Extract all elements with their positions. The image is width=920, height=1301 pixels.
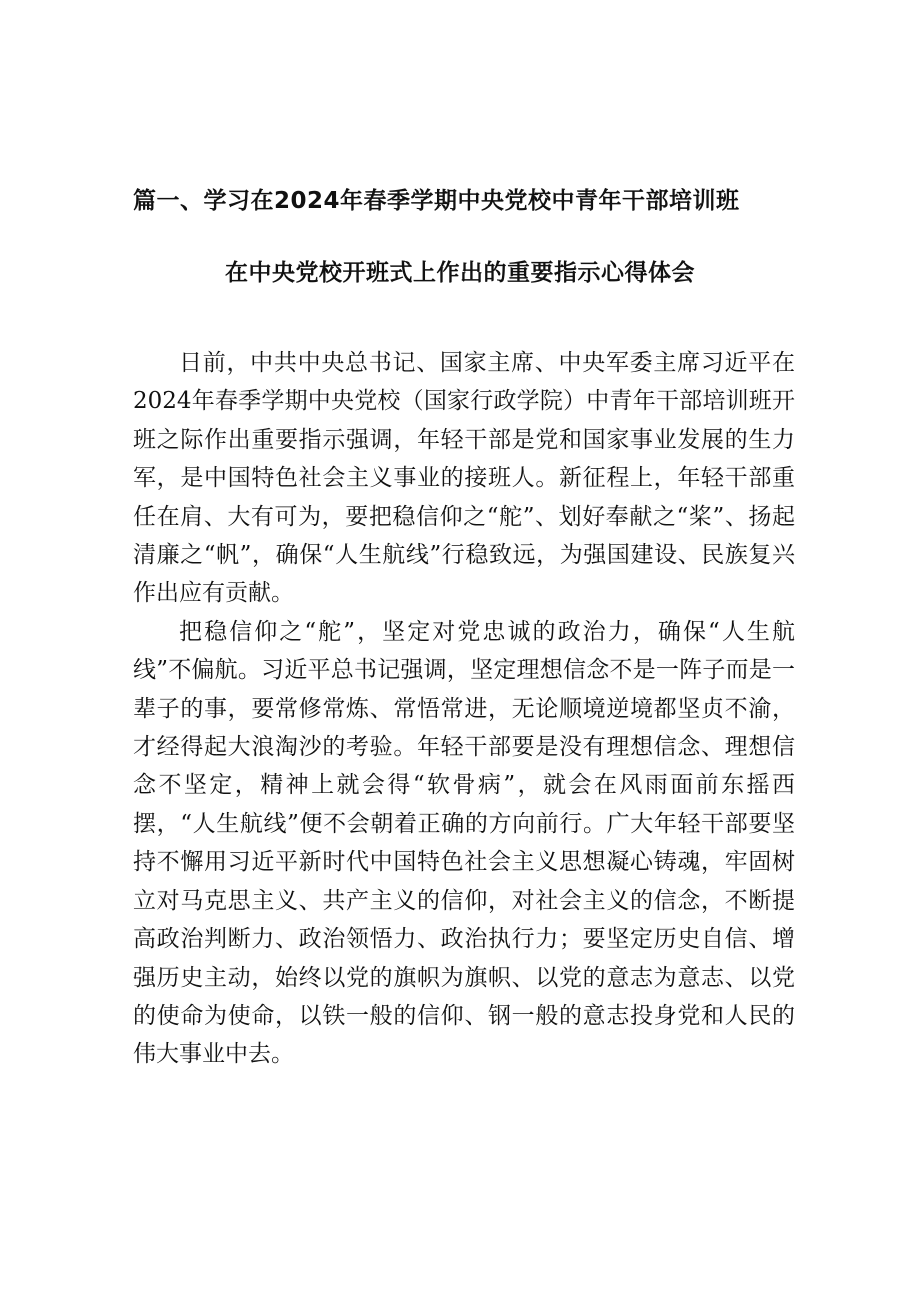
- document-title-line-2: 在中央党校开班式上作出的重要指示心得体会: [225, 260, 695, 286]
- document-body: [133, 344, 795, 1074]
- paragraph: 日前，中共中央总书记、国家主席、中央军委主席习近平在2024年春季学期中央党校（国家行政学院）中青年干部培训班开班之际作出重要指示强调，年轻干部是党和国家事业发展的生力军，是中国特色社会主义事业的接班人。新征程上，年轻干部重任在肩、大有可为，要把稳信仰之“舵”、划好奉献之“桨”、扬起清廉之“帆”，确保“人生航线”行稳致远，为强国建设、民族复兴作出应有贡献。: [133, 350, 795, 607]
- document-title-line-1: 篇一、学习在2024年春季学期中央党校中青年干部培训班: [133, 188, 740, 214]
- paragraph: 把稳信仰之“舵”，坚定对党忠诚的政治力，确保“人生航线”不偏航。习近平总书记强调，坚定理想信念不是一阵子而是一辈子的事，要常修常炼、常悟常进，无论顺境逆境都坚贞不渝，才经得起大浪淘沙的考验。年轻干部要是没有理想信念、理想信念不坚定，精神上就会得“软骨病”，就会在风雨面前东摇西摆，“人生航线”便不会朝着正确的方向前行。广大年轻干部要坚持不懈用习近平新时代中国特色社会主义思想凝心铸魂，牢固树立对马克思主义、共产主义的信仰，对社会主义的信念，不断提高政治判断力、政治领悟力、政治执行力；要坚定历史自信、增强历史主动，始终以党的旗帜为旗帜、以党的意志为意志、以党的使命为使命，以铁一般的信仰、钢一般的意志投身党和人民的伟大事业中去。: [133, 618, 795, 1068]
